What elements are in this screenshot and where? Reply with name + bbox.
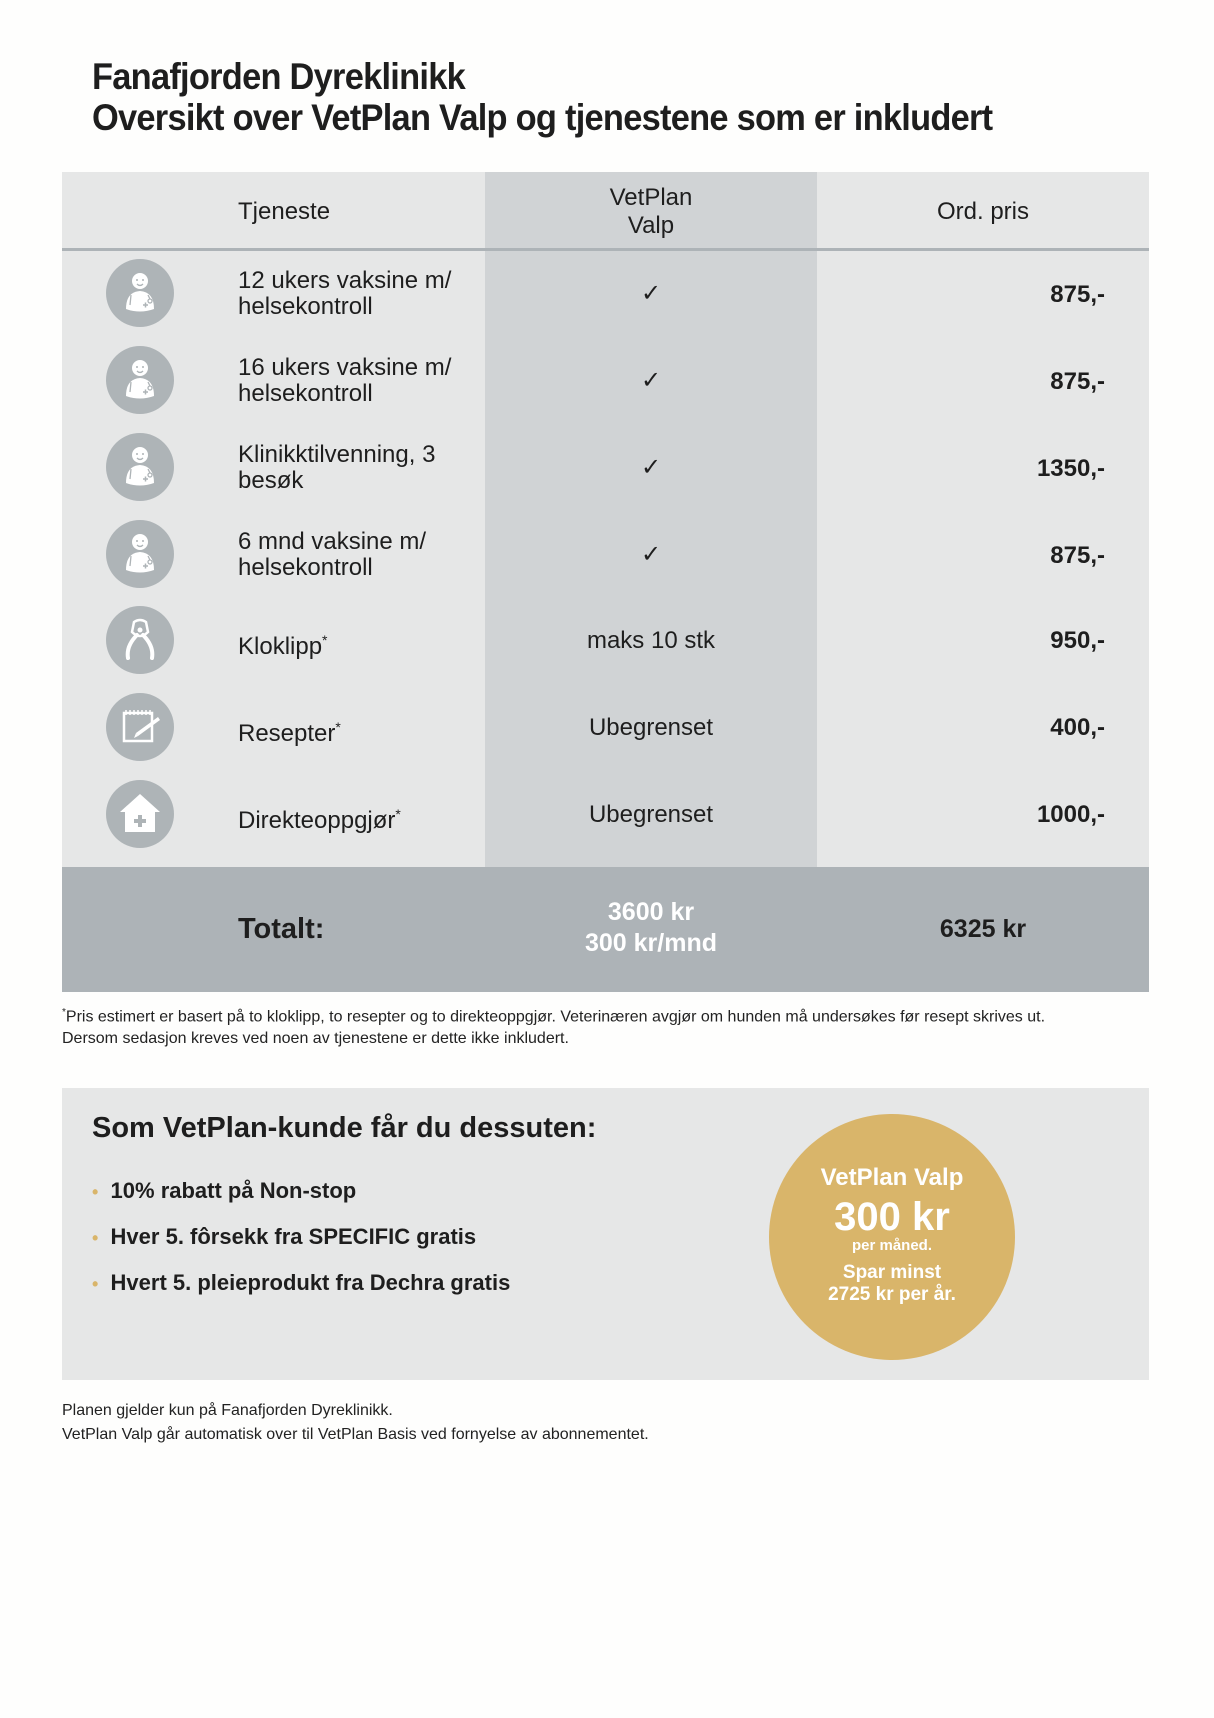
header-service: Tjeneste [238,198,331,225]
page-title [92,56,992,138]
totals-price: 6325 kr [939,915,1027,943]
service-name: Direkteoppgjør* [238,806,401,834]
benefit-item: • Hvert 5. pleieprodukt fra Dechra gratis [92,1270,511,1295]
service-price: 875,- [1050,368,1105,395]
service-limit: Ubegrenset [588,801,714,828]
header-plan-line1: VetPlan [609,184,693,211]
service-limit: maks 10 stk [586,627,716,654]
note-line2: VetPlan Valp går automatisk over til VetPlan Basis ved fornyelse av abonnementet. [62,1426,649,1443]
benefits-title: Som VetPlan-kunde får du dessuten: [92,1112,597,1144]
nail-clipper-icon [106,606,174,674]
asterisk: * [395,806,401,822]
badge-plan: VetPlan Valp [820,1164,964,1191]
page-subtitle: Oversikt over VetPlan Valp og tjenestene som er inkludert [92,97,993,138]
service-limit: Ubegrenset [588,714,714,741]
prescription-icon [106,693,174,761]
footnote-line1: *Pris estimert er basert på to kloklipp, to resepter og to direkteoppgjør. Veterinæren avgjør om hunden må undersøkes før resept skrives ut. [62,1007,1046,1026]
clinic-house-icon [106,780,174,848]
check-icon: ✓ [640,280,662,307]
badge-save-line1: Spar minst [842,1262,942,1283]
check-icon: ✓ [640,454,662,481]
service-name: 6 mnd vaksine m/ helsekontroll [238,528,427,581]
service-name: Klinikktilvenning, 3 besøk [238,441,436,494]
doctor-icon [106,520,174,588]
asterisk: * [335,719,341,735]
totals-plan-monthly: 300 kr/mnd [584,929,717,957]
service-name: 16 ukers vaksine m/ helsekontroll [238,354,452,407]
header-plan-line2: Valp [627,212,675,239]
service-name: 12 ukers vaksine m/ helsekontroll [238,267,452,320]
totals-label: Totalt: [238,913,325,945]
plan-column-bg [485,172,817,867]
clinic-name: Fanafjorden Dyreklinikk [92,56,466,97]
doctor-icon [106,346,174,414]
service-name: Kloklipp* [238,632,328,660]
check-icon: ✓ [640,367,662,394]
doctor-icon [106,433,174,501]
service-price: 1000,- [1036,801,1105,828]
service-price: 950,- [1050,627,1105,654]
badge-price: 300 kr [834,1195,950,1239]
badge-save-line2: 2725 kr per år. [828,1284,956,1305]
service-name: Resepter* [238,719,341,747]
badge-period: per måned. [851,1237,933,1254]
bullet-icon: • [92,1182,99,1202]
doctor-icon [106,259,174,327]
benefit-item: • 10% rabatt på Non-stop [92,1178,357,1203]
service-price: 875,- [1050,281,1105,308]
header-divider [62,248,1149,251]
totals-plan [485,897,817,959]
service-price: 875,- [1050,542,1105,569]
check-icon: ✓ [640,541,662,568]
benefit-item: • Hver 5. fôrsekk fra SPECIFIC gratis [92,1224,477,1249]
price-badge [769,1114,1015,1360]
header-price: Ord. pris [936,198,1029,225]
asterisk: * [322,632,328,648]
bullet-icon: • [92,1228,99,1248]
header-plan [485,184,817,240]
footnote-line2: Dersom sedasjon kreves ved noen av tjenestene er dette ikke inkludert. [62,1030,569,1047]
bullet-icon: • [92,1274,99,1294]
totals-plan-price: 3600 kr [607,898,695,926]
service-price: 1350,- [1036,455,1105,482]
service-price: 400,- [1050,714,1105,741]
note-line1: Planen gjelder kun på Fanafjorden Dyreklinikk. [62,1402,393,1419]
